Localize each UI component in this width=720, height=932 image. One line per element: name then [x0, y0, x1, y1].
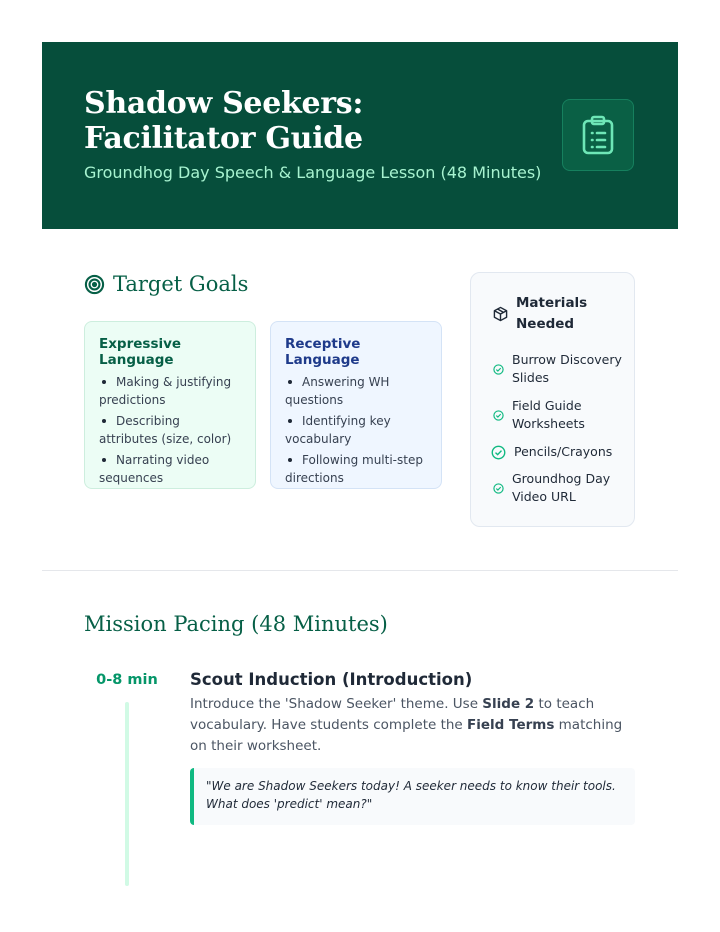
section-divider — [42, 570, 678, 571]
goal-item: Following multi-step directions — [285, 453, 423, 485]
target-icon — [84, 274, 105, 295]
header-badge — [562, 99, 634, 171]
worksheet-reference: Field Terms — [467, 717, 555, 733]
check-circle-icon — [491, 445, 506, 460]
script-quote: "We are Shadow Seekers today! A seeker needs to know their tools. What does 'predict' mean?" — [190, 768, 635, 825]
card-title: Expressive Language — [99, 336, 182, 368]
goal-item: Narrating video sequences — [99, 453, 210, 485]
goals-heading-text: Target Goals — [113, 272, 249, 296]
timeline-bar — [125, 702, 129, 886]
slide-reference: Slide 2 — [482, 696, 535, 712]
check-circle-icon — [493, 364, 504, 375]
box-icon — [493, 306, 508, 322]
goal-item: Identifying key vocabulary — [285, 414, 391, 446]
step-title: Scout Induction (Introduction) — [190, 670, 473, 689]
materials-heading-text: Materials Needed — [516, 295, 588, 332]
goal-list — [99, 373, 241, 487]
check-circle-icon — [493, 483, 504, 494]
goal-list — [285, 373, 427, 487]
material-item: Pencils/Crayons — [491, 443, 624, 461]
step-description: Introduce the 'Shadow Seeker' theme. Use Slide 2 to teach vocabulary. Have students complete the Field Terms matching on their worksheet. — [190, 696, 623, 754]
goal-item: Making & justifying predictions — [99, 375, 232, 407]
card-title: Receptive Language — [285, 336, 361, 368]
materials-heading — [493, 293, 586, 335]
header-banner — [42, 42, 678, 229]
goals-heading — [84, 272, 248, 296]
check-circle-icon — [493, 410, 504, 421]
material-item: Groundhog Day Video URL — [493, 470, 622, 506]
receptive-language-card — [270, 321, 442, 489]
goal-item: Describing attributes (size, color) — [99, 414, 232, 446]
expressive-language-card — [84, 321, 256, 489]
materials-panel — [470, 272, 635, 527]
page-subtitle: Groundhog Day Speech & Language Lesson (48 Minutes) — [84, 163, 542, 182]
clipboard-list-icon — [581, 115, 615, 155]
material-item: Field Guide Worksheets — [493, 397, 622, 433]
page-title: Shadow Seekers: Facilitator Guide — [84, 86, 364, 156]
step-time: 0-8 min — [96, 672, 158, 688]
pacing-heading: Mission Pacing (48 Minutes) — [84, 612, 388, 636]
goal-item: Answering WH questions — [285, 375, 390, 407]
material-item: Burrow Discovery Slides — [493, 351, 622, 387]
